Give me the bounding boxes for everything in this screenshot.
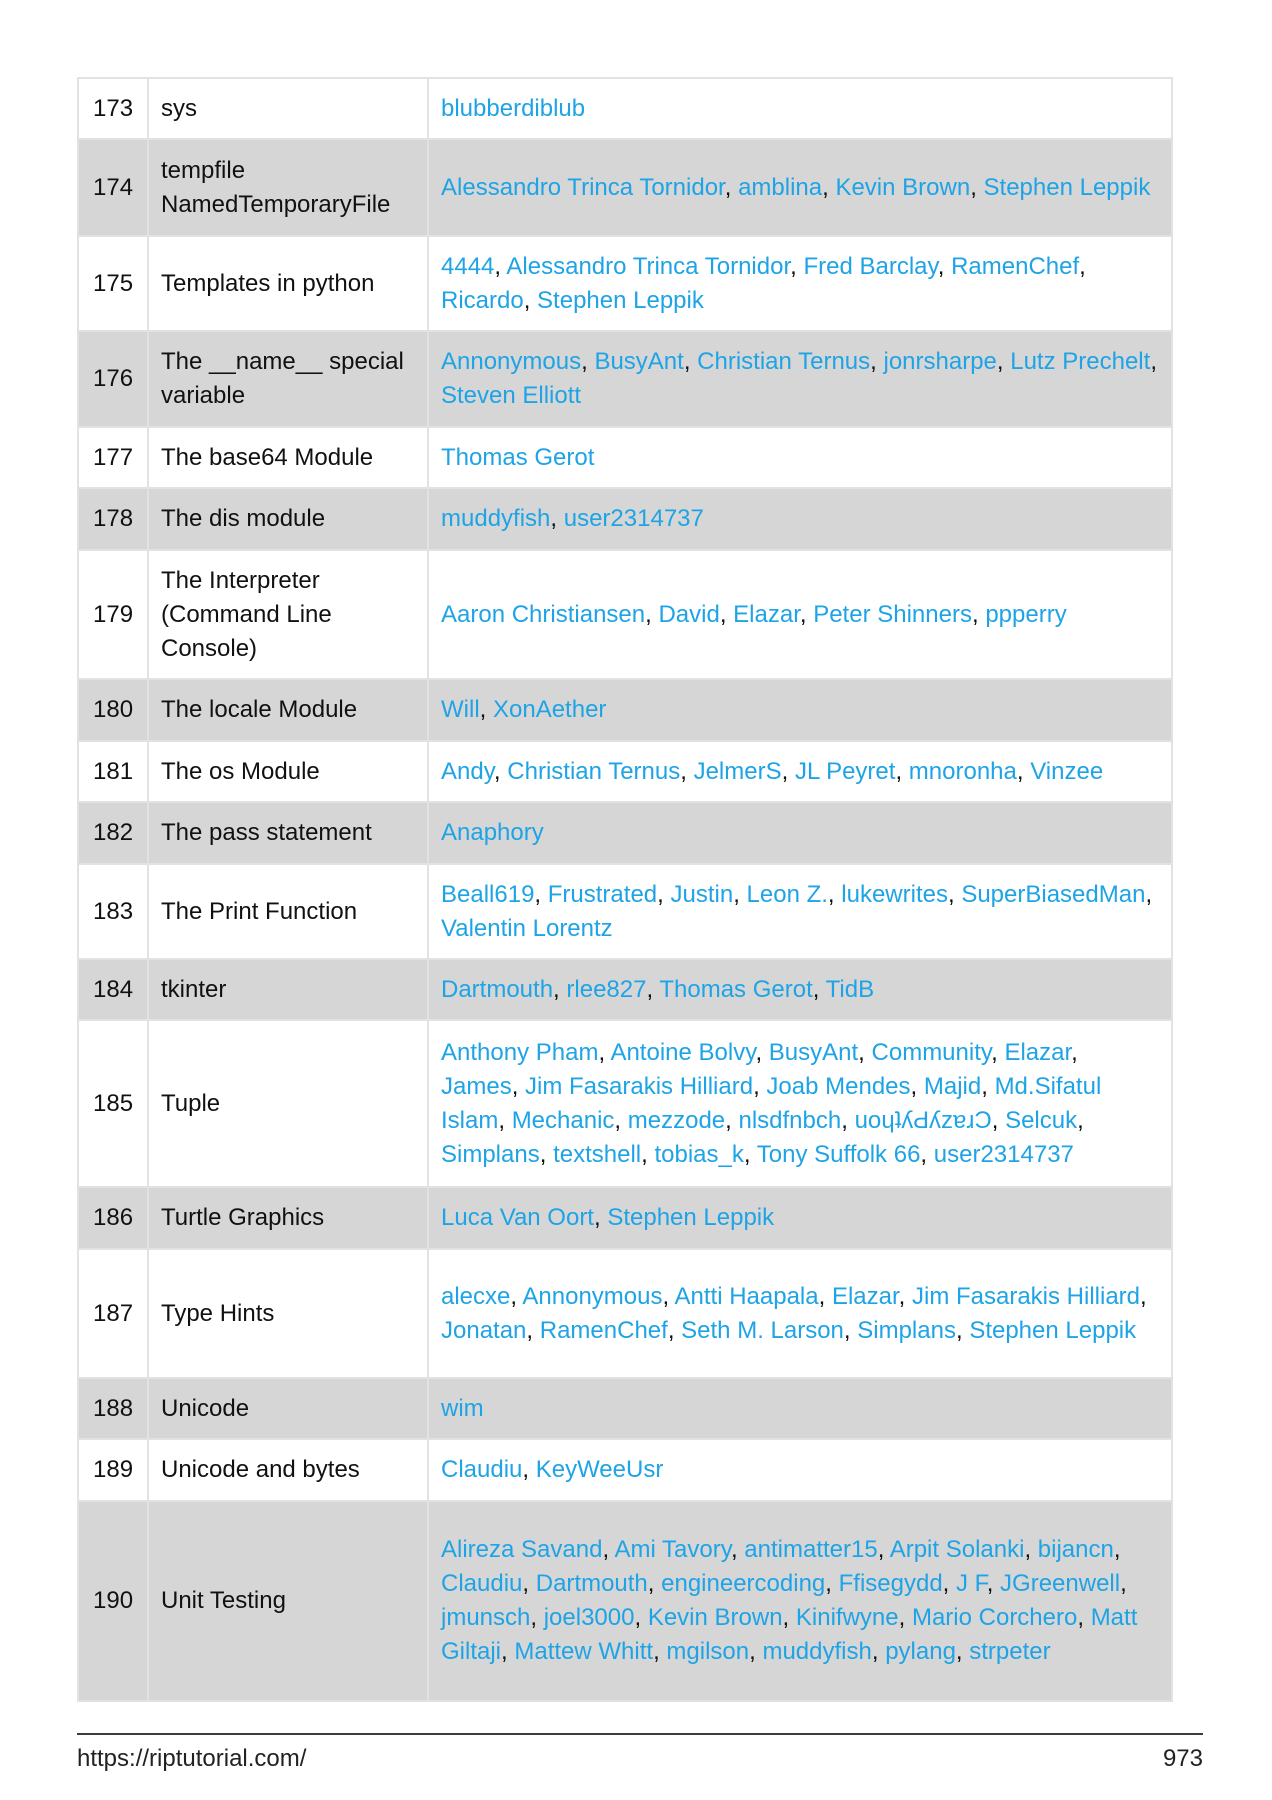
contributor-link[interactable]: jmunsch <box>441 1604 531 1631</box>
contributor-link[interactable]: Will <box>441 696 480 723</box>
separator: , <box>634 1604 648 1631</box>
separator: , <box>937 252 952 280</box>
separator: , <box>683 348 698 375</box>
contributor-link[interactable]: Jonatan <box>441 1316 527 1344</box>
contributor-link[interactable]: Kevin Brown <box>647 1604 783 1631</box>
chapter-number: 173 <box>78 78 148 139</box>
contributor-link[interactable]: Dartmouth <box>535 1570 648 1597</box>
separator: , <box>719 600 734 628</box>
separator: , <box>743 1140 757 1168</box>
contributors-cell <box>428 864 1172 959</box>
chapter-topic: Tuple <box>148 1020 428 1187</box>
table-row <box>78 550 1172 679</box>
contributor-link[interactable]: JL Peyret <box>794 757 896 785</box>
chapter-number: 174 <box>78 139 148 236</box>
contributor-link[interactable]: Elazar <box>1004 1038 1072 1066</box>
contributor-link[interactable]: tobias_k <box>654 1140 744 1168</box>
contributor-link[interactable]: wim <box>441 1394 484 1422</box>
separator: , <box>553 975 567 1003</box>
contributor-link[interactable]: Alireza Savand <box>441 1536 603 1563</box>
table-row <box>78 488 1172 550</box>
separator: , <box>790 252 804 280</box>
contributor-link[interactable]: joel3000 <box>543 1604 635 1631</box>
separator: , <box>781 757 795 785</box>
separator: , <box>646 975 660 1003</box>
contributor-link[interactable]: Stephen Leppik <box>607 1204 775 1231</box>
separator: , <box>895 757 909 785</box>
separator: , <box>733 880 747 908</box>
chapter-number: 181 <box>78 741 148 802</box>
separator: , <box>550 505 564 532</box>
separator: , <box>799 600 814 628</box>
table-row <box>78 236 1172 331</box>
contributor-link[interactable]: RamenChef <box>951 252 1080 280</box>
separator: , <box>730 1536 745 1563</box>
separator: , <box>667 1316 682 1344</box>
contributor-link[interactable]: ppperry <box>985 600 1067 628</box>
chapter-number: 190 <box>78 1501 148 1701</box>
separator: , <box>641 1140 655 1168</box>
contributor-link[interactable]: Beall619 <box>441 880 535 908</box>
separator: , <box>1079 252 1086 280</box>
separator: , <box>662 1282 675 1310</box>
chapter-number: 182 <box>78 802 148 864</box>
contributor-link[interactable]: Christian Ternus <box>507 757 681 785</box>
contributor-link[interactable]: Stephen Leppik <box>537 286 704 314</box>
separator: , <box>947 880 962 908</box>
contributor-link[interactable]: Anthony Pham <box>441 1038 599 1066</box>
contributor-link[interactable]: Steven Elliott <box>441 382 582 409</box>
contributor-link[interactable]: Frustrated <box>547 880 658 908</box>
separator: , <box>593 1204 608 1231</box>
chapter-topic: Templates in python <box>148 236 428 331</box>
separator: , <box>614 1106 628 1134</box>
contributor-link[interactable]: Mattew Whitt <box>514 1638 654 1665</box>
separator: , <box>827 880 842 908</box>
table-row <box>78 1439 1172 1501</box>
contributor-link[interactable]: Joab Mendes <box>766 1072 911 1100</box>
separator: , <box>871 1638 886 1665</box>
separator: , <box>479 696 493 723</box>
chapter-topic: The locale Module <box>148 679 428 741</box>
chapter-number: 185 <box>78 1020 148 1187</box>
separator: , <box>494 252 507 280</box>
separator: , <box>970 173 984 201</box>
contributors-cell <box>428 1378 1172 1439</box>
separator: , <box>991 1038 1005 1066</box>
table-row <box>78 802 1172 864</box>
contributors-cell <box>428 802 1172 864</box>
chapter-number: 184 <box>78 959 148 1020</box>
contributors-cell <box>428 236 1172 331</box>
separator: , <box>858 1038 872 1066</box>
contributor-link[interactable]: Elazar <box>831 1282 899 1310</box>
contributors-cell <box>428 959 1172 1020</box>
separator: , <box>534 880 548 908</box>
footer-url[interactable]: https://riptutorial.com/ <box>77 1745 307 1772</box>
contributor-link[interactable]: Ffisegydd <box>838 1570 943 1597</box>
table-row <box>78 1187 1172 1249</box>
table-row <box>78 1501 1172 1701</box>
contributor-link[interactable]: JGreenwell <box>1000 1570 1121 1597</box>
separator: , <box>920 1140 934 1168</box>
contributor-link[interactable]: amblina <box>738 173 823 201</box>
contributor-link[interactable]: user2314737 <box>933 1140 1074 1168</box>
table-row <box>78 864 1172 959</box>
contributor-link[interactable]: 4444 <box>441 252 495 280</box>
contributor-link[interactable]: Md.Sifatul Islam <box>441 1072 1102 1134</box>
separator: , <box>530 1604 544 1631</box>
separator: , <box>996 348 1011 375</box>
contributor-link[interactable]: Thomas Gerot <box>441 443 595 471</box>
separator: , <box>598 1038 611 1066</box>
contributor-link[interactable]: Matt Giltaji <box>441 1604 1138 1665</box>
contributors-cell <box>428 550 1172 679</box>
chapter-number: 175 <box>78 236 148 331</box>
contributor-link[interactable]: muddyfish <box>762 1638 872 1665</box>
chapter-topic: tkinter <box>148 959 428 1020</box>
contributor-link[interactable]: Majid <box>923 1072 982 1100</box>
separator: , <box>602 1536 615 1563</box>
contributor-link[interactable]: Claudiu <box>441 1570 523 1597</box>
contributor-link[interactable]: textshell <box>553 1140 642 1168</box>
chapter-number: 177 <box>78 427 148 488</box>
separator: , <box>843 1316 858 1344</box>
separator: , <box>955 1316 970 1344</box>
chapter-topic: The Print Function <box>148 864 428 959</box>
contributor-link[interactable]: Valentin Lorentz <box>441 914 613 942</box>
contributor-link[interactable]: Antoine Bolvy <box>610 1038 756 1066</box>
contributor-link[interactable]: Kinifwyne <box>795 1604 899 1631</box>
separator: , <box>898 1282 912 1310</box>
table-row <box>78 139 1172 236</box>
table-row <box>78 1378 1172 1439</box>
separator: , <box>1071 1038 1078 1066</box>
chapter-number: 189 <box>78 1439 148 1501</box>
separator: , <box>986 1570 1001 1597</box>
contributor-link[interactable]: Stephen Leppik <box>983 173 1151 201</box>
contributor-link[interactable]: JelmerS <box>693 757 782 785</box>
chapter-topic: Unicode <box>148 1378 428 1439</box>
contributor-link[interactable]: David <box>658 600 720 628</box>
contributor-link[interactable]: Mario Corchero <box>911 1604 1078 1631</box>
separator: , <box>522 1570 536 1597</box>
table-body <box>78 78 1172 1701</box>
separator: , <box>510 1282 523 1310</box>
separator: , <box>1024 1536 1038 1563</box>
contributor-link[interactable]: engineercoding <box>661 1570 826 1597</box>
contributor-link[interactable]: Mechanic <box>511 1106 615 1134</box>
separator: , <box>753 1072 767 1100</box>
separator: , <box>981 1072 995 1100</box>
contributor-link[interactable]: Jim Fasarakis Hilliard <box>525 1072 754 1100</box>
contributor-link[interactable]: Christian Ternus <box>697 348 871 375</box>
separator: , <box>680 757 694 785</box>
contributor-link[interactable]: Antti Haapala <box>674 1282 819 1310</box>
chapter-number: 188 <box>78 1378 148 1439</box>
contributor-link[interactable]: J F <box>956 1570 987 1597</box>
contributor-link[interactable]: uoɥʇʎԀʎzɐɹƆ <box>854 1106 992 1134</box>
contributor-link[interactable]: strpeter <box>969 1638 1051 1665</box>
contributor-link[interactable]: Luca Van Oort <box>441 1204 594 1231</box>
separator: , <box>825 1570 839 1597</box>
table-row <box>78 741 1172 802</box>
contributor-link[interactable]: nlsdfnbch <box>738 1106 842 1134</box>
table-row <box>78 78 1172 139</box>
table-row <box>78 679 1172 741</box>
chapter-topic: The pass statement <box>148 802 428 864</box>
chapter-number: 186 <box>78 1187 148 1249</box>
separator: , <box>501 1638 515 1665</box>
contributor-link[interactable]: jonrsharpe <box>883 348 997 375</box>
contributor-link[interactable]: pylang <box>885 1638 956 1665</box>
separator: , <box>1150 348 1157 375</box>
separator: , <box>725 1106 739 1134</box>
contributor-link[interactable]: BusyAnt <box>594 348 684 375</box>
contributor-link[interactable]: mgilson <box>666 1638 750 1665</box>
separator: , <box>870 348 884 375</box>
contributor-link[interactable]: alecxe <box>441 1282 511 1310</box>
separator: , <box>523 286 538 314</box>
contributors-cell <box>428 427 1172 488</box>
contributor-link[interactable]: Justin <box>670 880 734 908</box>
contributor-link[interactable]: XonAether <box>493 696 607 723</box>
separator: , <box>1145 880 1153 908</box>
contributor-link[interactable]: Alessandro Trinca Tornidor <box>506 252 791 280</box>
contributors-cell <box>428 1501 1172 1701</box>
contributor-link[interactable]: KeyWeeUsr <box>535 1456 664 1483</box>
table-row <box>78 331 1172 427</box>
contributor-link[interactable]: Community <box>871 1038 992 1066</box>
separator: , <box>991 1106 1006 1134</box>
separator: , <box>822 173 836 201</box>
separator: , <box>522 1456 536 1483</box>
contributor-link[interactable]: Peter Shinners <box>813 600 972 628</box>
chapter-number: 176 <box>78 331 148 427</box>
contributor-link[interactable]: SuperBiasedMan <box>961 880 1146 908</box>
separator: , <box>511 1072 526 1100</box>
separator: , <box>1113 1536 1121 1563</box>
chapter-topic: The os Module <box>148 741 428 802</box>
contributors-cell <box>428 488 1172 550</box>
contributor-link[interactable]: Kevin Brown <box>835 173 971 201</box>
contributors-cell <box>428 1187 1172 1249</box>
table-row <box>78 1020 1172 1187</box>
chapter-number: 178 <box>78 488 148 550</box>
contributor-link[interactable]: Ami Tavory <box>614 1536 731 1563</box>
contributor-link[interactable]: Ricardo <box>441 286 524 314</box>
contributor-link[interactable]: Jim Fasarakis Hilliard <box>911 1282 1141 1310</box>
contributor-link[interactable]: Elazar <box>733 600 800 628</box>
contributors-cell <box>428 331 1172 427</box>
contributors-cell <box>428 1439 1172 1501</box>
contributor-link[interactable]: bijancn <box>1037 1536 1114 1563</box>
contributor-link[interactable]: Claudiu <box>441 1456 523 1483</box>
separator: , <box>1077 1106 1084 1134</box>
separator: , <box>657 880 671 908</box>
separator: , <box>971 600 986 628</box>
contributor-link[interactable]: BusyAnt <box>768 1038 859 1066</box>
separator: , <box>647 1570 662 1597</box>
chapter-topic: The Interpreter (Command Line Console) <box>148 550 428 679</box>
contributor-link[interactable]: muddyfish <box>441 505 551 532</box>
chapter-topic: Unicode and bytes <box>148 1439 428 1501</box>
contributor-link[interactable]: Leon Z. <box>746 880 828 908</box>
separator: , <box>581 348 595 375</box>
separator: , <box>724 173 739 201</box>
separator: , <box>498 1106 512 1134</box>
contributor-link[interactable]: Vinzee <box>1030 757 1104 785</box>
contributor-link[interactable]: blubberdiblub <box>441 94 586 122</box>
separator: , <box>910 1072 924 1100</box>
contributor-link[interactable]: Aaron Christiansen <box>441 600 646 628</box>
contributor-link[interactable]: Simplans <box>441 1140 540 1168</box>
chapter-topic: The base64 Module <box>148 427 428 488</box>
contributor-link[interactable]: user2314737 <box>563 505 704 532</box>
contributor-link[interactable]: rlee827 <box>566 975 647 1003</box>
chapter-topic: sys <box>148 78 428 139</box>
chapter-number: 187 <box>78 1249 148 1378</box>
table-row <box>78 427 1172 488</box>
contributor-link[interactable]: Thomas Gerot <box>659 975 813 1003</box>
table-row <box>78 1249 1172 1378</box>
footer-divider <box>77 1733 1203 1735</box>
separator: , <box>1077 1604 1091 1631</box>
contributor-link[interactable]: Andy <box>441 757 494 785</box>
contributor-link[interactable]: lukewrites <box>841 880 948 908</box>
contributors-cell <box>428 741 1172 802</box>
contributors-cell <box>428 78 1172 139</box>
chapter-topic: Unit Testing <box>148 1501 428 1701</box>
table-row <box>78 959 1172 1020</box>
separator: , <box>1120 1570 1127 1597</box>
separator: , <box>942 1570 957 1597</box>
separator: , <box>539 1140 554 1168</box>
separator: , <box>526 1316 540 1344</box>
chapter-number: 183 <box>78 864 148 959</box>
contributors-cell <box>428 1020 1172 1187</box>
chapter-topic: Type Hints <box>148 1249 428 1378</box>
contributor-link[interactable]: Annonymous <box>522 1282 663 1310</box>
chapter-number: 179 <box>78 550 148 679</box>
separator: , <box>755 1038 769 1066</box>
chapter-number: 180 <box>78 679 148 741</box>
separator: , <box>493 757 508 785</box>
contributor-link[interactable]: Simplans <box>857 1316 956 1344</box>
contributor-link[interactable]: Dartmouth <box>441 975 554 1003</box>
separator: , <box>653 1638 667 1665</box>
contributors-cell <box>428 679 1172 741</box>
chapter-topic: The __name__ special variable <box>148 331 428 427</box>
contributor-link[interactable]: TidB <box>825 975 875 1003</box>
contributor-link[interactable]: Arpit Solanki <box>889 1536 1025 1563</box>
contributors-cell <box>428 1249 1172 1378</box>
contributor-link[interactable]: Anaphory <box>441 819 544 846</box>
contributor-link[interactable]: RamenChef <box>539 1316 668 1344</box>
contributor-link[interactable]: Fred Barclay <box>803 252 938 280</box>
contributor-link[interactable]: mnoronha <box>908 757 1017 785</box>
contributor-link[interactable]: Annonymous <box>441 348 582 375</box>
contributor-link[interactable]: James <box>441 1072 512 1100</box>
chapter-topic: Turtle Graphics <box>148 1187 428 1249</box>
contributor-link[interactable]: mezzode <box>627 1106 726 1134</box>
contributor-link[interactable]: Lutz Prechelt <box>1010 348 1151 375</box>
separator: , <box>898 1604 912 1631</box>
contributor-link[interactable]: Seth M. Larson <box>681 1316 844 1344</box>
separator: , <box>1140 1282 1147 1310</box>
contributor-link[interactable]: antimatter15 <box>744 1536 878 1563</box>
separator: , <box>782 1604 796 1631</box>
separator: , <box>841 1106 855 1134</box>
chapter-topic: The dis module <box>148 488 428 550</box>
separator: , <box>1016 757 1031 785</box>
chapter-topic: tempfile NamedTemporaryFile <box>148 139 428 236</box>
contributor-link[interactable]: Selcuk <box>1005 1106 1078 1134</box>
contributor-link[interactable]: Stephen Leppik <box>969 1316 1137 1344</box>
separator: , <box>955 1638 970 1665</box>
separator: , <box>818 1282 832 1310</box>
page-number: 973 <box>1162 1745 1203 1772</box>
separator: , <box>645 600 659 628</box>
separator: , <box>749 1638 763 1665</box>
contributors-table <box>77 77 1173 1702</box>
contributor-link[interactable]: Alessandro Trinca Tornidor <box>441 173 725 201</box>
separator: , <box>877 1536 890 1563</box>
separator: , <box>812 975 826 1003</box>
contributor-link[interactable]: Tony Suffolk 66 <box>756 1140 921 1168</box>
contributors-cell <box>428 139 1172 236</box>
